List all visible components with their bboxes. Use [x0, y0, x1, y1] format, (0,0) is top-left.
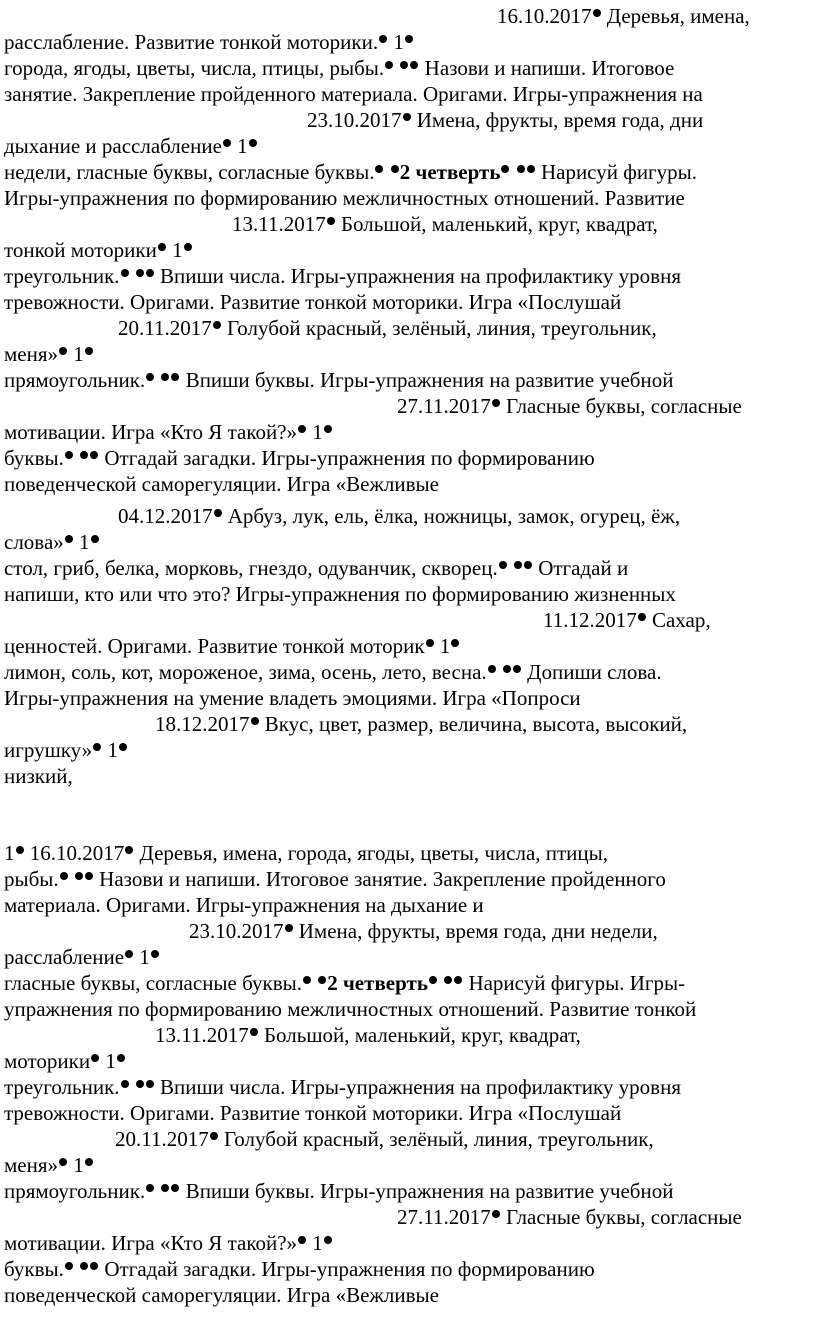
bullet-dot	[503, 665, 511, 673]
text-line: 27.11.2017 Гласные буквы, согласные	[397, 394, 742, 418]
bullet-dot	[121, 1080, 129, 1088]
text-line: низкий,	[4, 764, 73, 788]
bullet-dot	[125, 846, 133, 854]
bullet-dot	[324, 425, 332, 433]
text-line: 04.12.2017 Арбуз, лук, ель, ёлка, ножницы, замок, огурец, ёж,	[118, 504, 681, 528]
bullet-dot	[91, 1054, 99, 1062]
bullet-dot	[298, 425, 306, 433]
bullet-dot	[146, 1080, 154, 1088]
bullet-dot	[91, 535, 99, 543]
bullet-dot	[444, 976, 452, 984]
bullet-dot	[60, 872, 68, 880]
text-line: 1 16.10.2017 Деревья, имена, города, ягоды, цветы, числа, птицы,	[4, 841, 609, 865]
text-line: 16.10.2017 Деревья, имена,	[497, 4, 750, 28]
text-line: расслабление. Развитие тонкой моторики. 1	[4, 29, 414, 55]
text-line: буквы. Отгадай загадки. Игры-упражнения по формированию	[4, 446, 595, 470]
bullet-dot	[499, 561, 507, 569]
bullet-dot	[318, 976, 326, 984]
bullet-dot	[524, 561, 532, 569]
bullet-dot	[90, 1262, 98, 1270]
bullet-dot	[501, 165, 509, 173]
bullet-dot	[59, 347, 67, 355]
text-line: буквы. Отгадай загадки. Игры-упражнения по формированию	[4, 1257, 595, 1281]
quarter-heading: 2 четверть	[399, 160, 501, 184]
text-line: лимон, соль, кот, мороженое, зима, осень, лето, весна. Допиши слова.	[4, 660, 662, 684]
bullet-dot	[517, 165, 525, 173]
bullet-dot	[210, 1132, 218, 1140]
text-line: меня» 1	[4, 1152, 94, 1178]
text-line: рыбы. Назови и напиши. Итоговое занятие. Закрепление пройденного	[4, 867, 666, 891]
bullet-dot	[492, 1210, 500, 1218]
bullet-dot	[171, 1184, 179, 1192]
bullet-dot	[285, 924, 293, 932]
bullet-dot	[85, 1158, 93, 1166]
text-line: 13.11.2017 Большой, маленький, круг, квадрат,	[232, 212, 658, 236]
quarter-heading: 2 четверть	[327, 971, 428, 995]
bullet-dot	[214, 509, 222, 517]
text-line: расслабление 1	[4, 944, 160, 970]
bullet-dot	[146, 373, 154, 381]
text-line: Игры-упражнения по формированию межличностных отношений. Развитие	[4, 186, 685, 210]
bullet-dot	[151, 950, 159, 958]
text-line: 23.10.2017 Имена, фрукты, время года, дни	[307, 108, 704, 132]
bullet-dot	[251, 717, 259, 725]
bullet-dot	[119, 743, 127, 751]
text-line: треугольник. Впиши числа. Игры-упражнения на профилактику уровня	[4, 1075, 681, 1099]
bullet-dot	[59, 1158, 67, 1166]
text-line: упражнения по формированию межличностных отношений. Развитие тонкой	[4, 997, 697, 1021]
bullet-dot	[451, 639, 459, 647]
text-line: дыхание и расслабление 1	[4, 133, 258, 159]
text-line: слова» 1	[4, 529, 100, 555]
bullet-dot	[327, 217, 335, 225]
bullet-dot	[85, 347, 93, 355]
text-line: поведенческой саморегуляции. Игра «Вежливые	[4, 472, 439, 496]
bullet-dot	[16, 846, 24, 854]
bullet-dot	[250, 1028, 258, 1036]
bullet-dot	[65, 451, 73, 459]
bullet-dot	[146, 269, 154, 277]
bullet-dot	[249, 139, 257, 147]
text-line: прямоугольник. Впиши буквы. Игры-упражнения на развитие учебной	[4, 1179, 674, 1203]
bullet-dot	[391, 165, 399, 173]
bullet-dot	[85, 872, 93, 880]
bullet-dot	[125, 950, 133, 958]
text-line: недели, гласные буквы, согласные буквы. 2 четверть Нарисуй фигуры.	[4, 160, 698, 184]
text-line: меня» 1	[4, 341, 94, 367]
text-line: 20.11.2017 Голубой красный, зелёный, линия, треугольник,	[118, 316, 657, 340]
text-line: 27.11.2017 Гласные буквы, согласные	[397, 1205, 742, 1229]
bullet-dot	[400, 61, 408, 69]
bullet-dot	[488, 665, 496, 673]
text-line: гласные буквы, согласные буквы. 2 четверть Нарисуй фигуры. Игры-	[4, 971, 686, 995]
bullet-dot	[117, 1054, 125, 1062]
text-line: тревожности. Оригами. Развитие тонкой моторики. Игра «Послушай	[4, 290, 622, 314]
text-line: 13.11.2017 Большой, маленький, круг, квадрат,	[155, 1023, 581, 1047]
bullet-dot	[324, 1236, 332, 1244]
bullet-dot	[171, 373, 179, 381]
bullet-dot	[514, 561, 522, 569]
bullet-dot	[161, 1184, 169, 1192]
bullet-dot	[75, 872, 83, 880]
bullet-dot	[410, 61, 418, 69]
bullet-dot	[303, 976, 311, 984]
bullet-dot	[121, 269, 129, 277]
bullet-dot	[184, 243, 192, 251]
text-line: материала. Оригами. Игры-упражнения на дыхание и	[4, 893, 484, 917]
bullet-dot	[454, 976, 462, 984]
text-line: ценностей. Оригами. Развитие тонкой моторик 1	[4, 633, 460, 659]
bullet-dot	[429, 976, 437, 984]
text-line: напиши, кто или что это? Игры-упражнения по формированию жизненных	[4, 582, 676, 606]
text-line: стол, гриб, белка, морковь, гнездо, одуванчик, скворец. Отгадай и	[4, 556, 629, 580]
bullet-dot	[65, 535, 73, 543]
bullet-dot	[136, 269, 144, 277]
bullet-dot	[385, 61, 393, 69]
text-line: 20.11.2017 Голубой красный, зелёный, линия, треугольник,	[115, 1127, 654, 1151]
bullet-dot	[298, 1236, 306, 1244]
text-line: поведенческой саморегуляции. Игра «Вежливые	[4, 1283, 439, 1307]
bullet-dot	[65, 1262, 73, 1270]
text-line: моторики 1	[4, 1048, 126, 1074]
text-line: города, ягоды, цветы, числа, птицы, рыбы. Назови и напиши. Итоговое	[4, 56, 675, 80]
text-line: прямоугольник. Впиши буквы. Игры-упражнения на развитие учебной	[4, 368, 674, 392]
text-line: 18.12.2017 Вкус, цвет, размер, величина, высота, высокий,	[155, 712, 688, 736]
text-line: Игры-упражнения на умение владеть эмоциями. Игра «Попроси	[4, 686, 581, 710]
text-line: 11.12.2017 Сахар,	[543, 608, 711, 632]
bullet-dot	[146, 1184, 154, 1192]
bullet-dot	[213, 321, 221, 329]
bullet-dot	[492, 399, 500, 407]
text-line: занятие. Закрепление пройденного материала. Оригами. Игры-упражнения на	[4, 82, 703, 106]
bullet-dot	[223, 139, 231, 147]
text-line: тревожности. Оригами. Развитие тонкой моторики. Игра «Послушай	[4, 1101, 622, 1125]
text-line: мотивации. Игра «Кто Я такой?» 1	[4, 1230, 333, 1256]
bullet-dot	[527, 165, 535, 173]
bullet-dot	[403, 113, 411, 121]
bullet-dot	[90, 451, 98, 459]
bullet-dot	[513, 665, 521, 673]
bullet-dot	[375, 165, 383, 173]
bullet-dot	[638, 613, 646, 621]
bullet-dot	[158, 243, 166, 251]
text-line: 23.10.2017 Имена, фрукты, время года, дни недели,	[189, 919, 658, 943]
bullet-dot	[80, 1262, 88, 1270]
text-line: игрушку» 1	[4, 737, 128, 763]
bullet-dot	[136, 1080, 144, 1088]
bullet-dot	[426, 639, 434, 647]
bullet-dot	[93, 743, 101, 751]
bullet-dot	[161, 373, 169, 381]
bullet-dot	[593, 9, 601, 17]
text-line: тонкой моторики 1	[4, 237, 193, 263]
bullet-dot	[379, 35, 387, 43]
bullet-dot	[80, 451, 88, 459]
text-line: треугольник. Впиши числа. Игры-упражнения на профилактику уровня	[4, 264, 681, 288]
text-line: мотивации. Игра «Кто Я такой?» 1	[4, 419, 333, 445]
bullet-dot	[405, 35, 413, 43]
